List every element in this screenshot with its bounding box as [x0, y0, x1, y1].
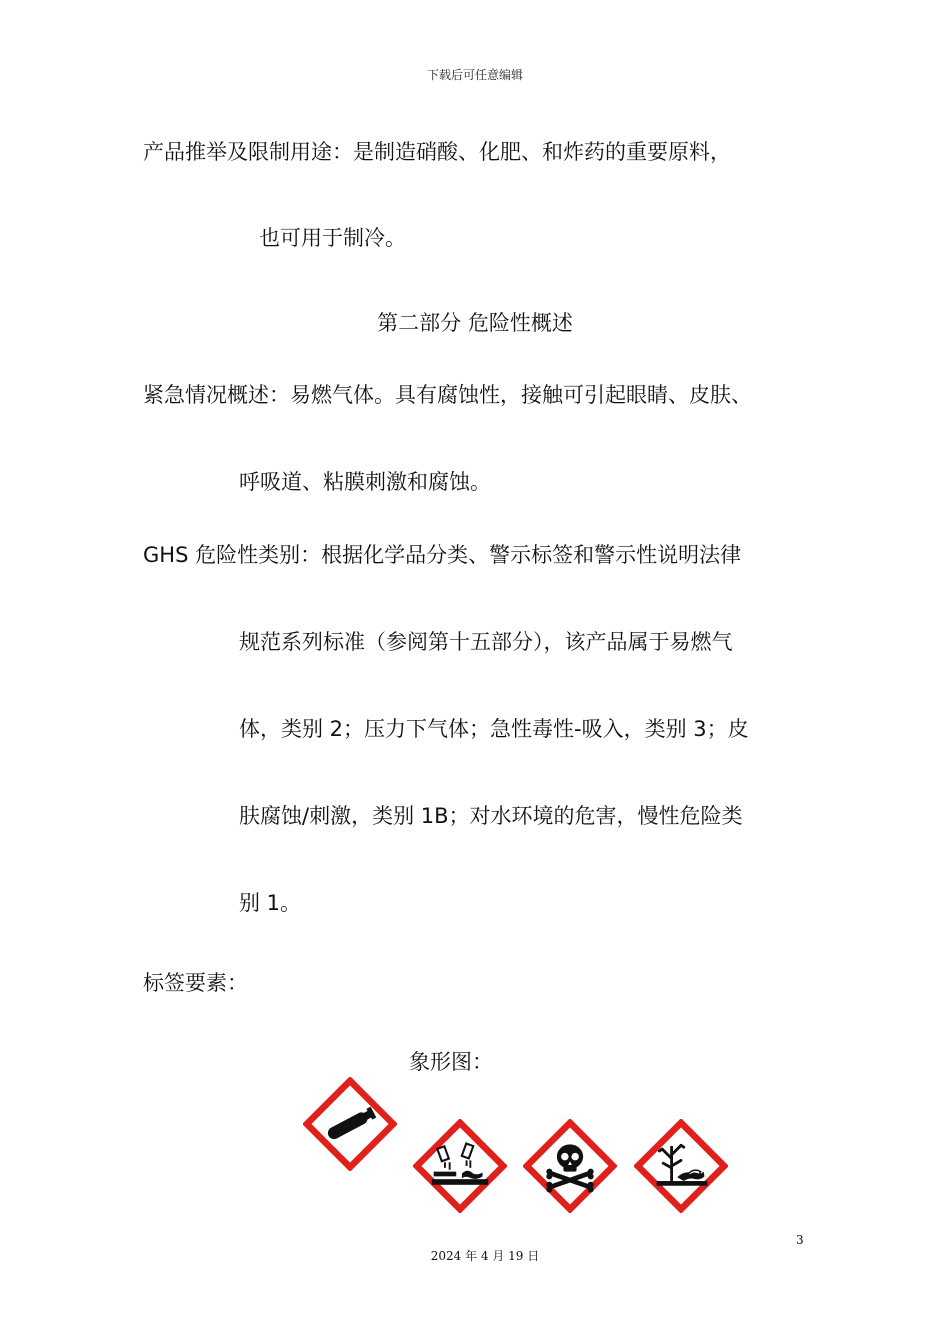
emergency-line-2: 呼吸道、粘膜刺激和腐蚀。 [239, 470, 491, 494]
environment-icon [634, 1119, 728, 1213]
ghs-line-5: 别 1。 [239, 891, 302, 915]
ghs-line-2: 规范系列标准（参阅第十五部分），该产品属于易燃气 [239, 630, 733, 654]
use-line-2: 也可用于制冷。 [259, 226, 406, 250]
pictogram-label: 象形图： [409, 1050, 493, 1074]
page-number: 3 [796, 1233, 804, 1247]
use-line-1: 产品推举及限制用途：是制造硝酸、化肥、和炸药的重要原料， [143, 140, 731, 164]
section-title: 第二部分 危险性概述 [377, 311, 573, 335]
ghs-line-4: 肤腐蚀/刺激，类别 1B；对水环境的危害，慢性危险类 [239, 804, 743, 828]
skull-crossbones-icon [523, 1119, 617, 1213]
ghs-line-3: 体，类别 2；压力下气体；急性毒性-吸入，类别 3；皮 [239, 717, 749, 741]
gas-cylinder-icon [303, 1077, 397, 1171]
page-header: 下载后可任意编辑 [426, 68, 523, 82]
corrosion-icon [413, 1119, 507, 1213]
emergency-line-1: 紧急情况概述：易燃气体。具有腐蚀性，接触可引起眼睛、皮肤、 [143, 383, 752, 407]
footer-date: 2024 年 4 月 19 日 [430, 1249, 540, 1263]
label-elements-heading: 标签要素： [143, 971, 248, 995]
ghs-line-1: GHS 危险性类别：根据化学品分类、警示标签和警示性说明法律 [143, 543, 742, 567]
